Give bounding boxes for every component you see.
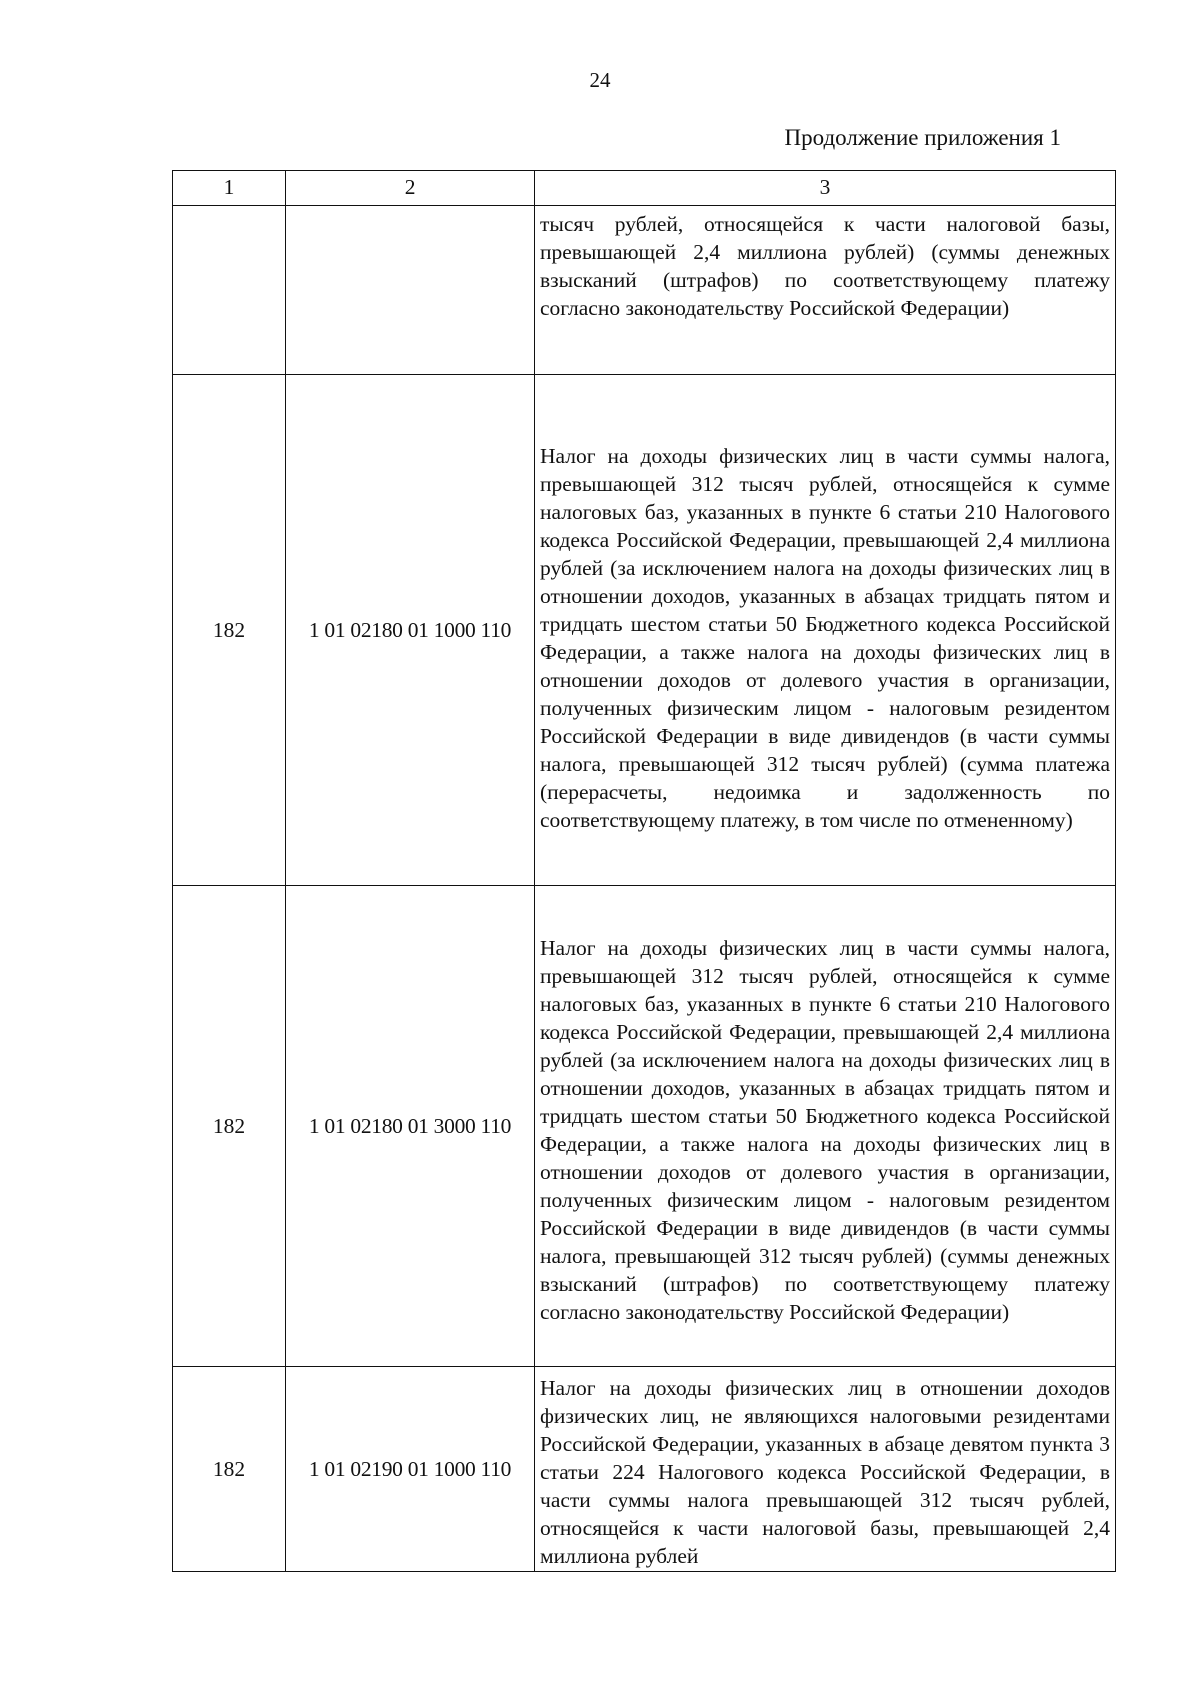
admin-code-cell: 182 bbox=[173, 886, 286, 1367]
revenue-codes-table bbox=[172, 170, 1116, 1572]
description-text: тысяч рублей, относящейся к части налоговой базы, превышающей 2,4 миллиона рублей) (суммы денежных взысканий (штрафов) по соответствующему платежу согласно законодательству Российской Федерации) bbox=[540, 212, 1110, 320]
page-number: 24 bbox=[589, 68, 611, 92]
description-cell bbox=[535, 1367, 1116, 1572]
column-header-2: 2 bbox=[286, 171, 535, 206]
kbk-code-cell bbox=[286, 206, 535, 375]
table-row bbox=[173, 375, 1116, 886]
description-cell bbox=[535, 206, 1116, 375]
table-row bbox=[173, 886, 1116, 1367]
table-row bbox=[173, 206, 1116, 375]
description-text: Налог на доходы физических лиц в отношении доходов физических лиц, не являющихся налоговыми резидентами Российской Федерации, указанных в абзаце девятом пункта 3 статьи 224 Налогового кодекса Российской Федерации, в части суммы налога превышающей 312 тысяч рублей, относящейся к части налоговой базы, превышающей 2,4 миллиона рублей bbox=[540, 1376, 1110, 1568]
kbk-code-cell: 1 01 02180 01 3000 110 bbox=[286, 886, 535, 1367]
column-header-1: 1 bbox=[173, 171, 286, 206]
table-row bbox=[173, 1367, 1116, 1572]
description-cell bbox=[535, 375, 1116, 886]
description-text: Налог на доходы физических лиц в части суммы налога, превышающей 312 тысяч рублей, относящейся к сумме налоговых баз, указанных в пункте 6 статьи 210 Налогового кодекса Российской Федерации, превышающей 2,4 миллиона рублей (за исключением налога на доходы физических лиц в отношении доходов, указанных в абзацах тридцать пятом и тридцать шестом статьи 50 Бюджетного кодекса Российской Федерации, а также налога на доходы физических лиц в отношении доходов от долевого участия в организации, полученных физическим лицом - налоговым резидентом Российской Федерации в виде дивидендов (в части суммы налога, превышающей 312 тысяч рублей) (сумма платежа (перерасчеты, недоимка и задолженность по соответствующему платежу, в том числе по отмененному) bbox=[540, 444, 1110, 832]
kbk-code-cell: 1 01 02190 01 1000 110 bbox=[286, 1367, 535, 1572]
admin-code-cell bbox=[173, 206, 286, 375]
admin-code-cell: 182 bbox=[173, 1367, 286, 1572]
description-text: Налог на доходы физических лиц в части суммы налога, превышающей 312 тысяч рублей, относящейся к сумме налоговых баз, указанных в пункте 6 статьи 210 Налогового кодекса Российской Федерации, превышающей 2,4 миллиона рублей (за исключением налога на доходы физических лиц в отношении доходов, указанных в абзацах тридцать пятом и тридцать шестом статьи 50 Бюджетного кодекса Российской Федерации, а также налога на доходы физических лиц в отношении доходов от долевого участия в организации, полученных физическим лицом - налоговым резидентом Российской Федерации в виде дивидендов (в части суммы налога, превышающей 312 тысяч рублей) (суммы денежных взысканий (штрафов) по соответствующему платежу согласно законодательству Российской Федерации) bbox=[540, 936, 1110, 1324]
description-cell bbox=[535, 886, 1116, 1367]
column-header-3: 3 bbox=[535, 171, 1116, 206]
kbk-code-cell: 1 01 02180 01 1000 110 bbox=[286, 375, 535, 886]
admin-code-cell: 182 bbox=[173, 375, 286, 886]
continuation-label: Продолжение приложения 1 bbox=[784, 125, 1061, 150]
table-header-row bbox=[173, 171, 1116, 206]
